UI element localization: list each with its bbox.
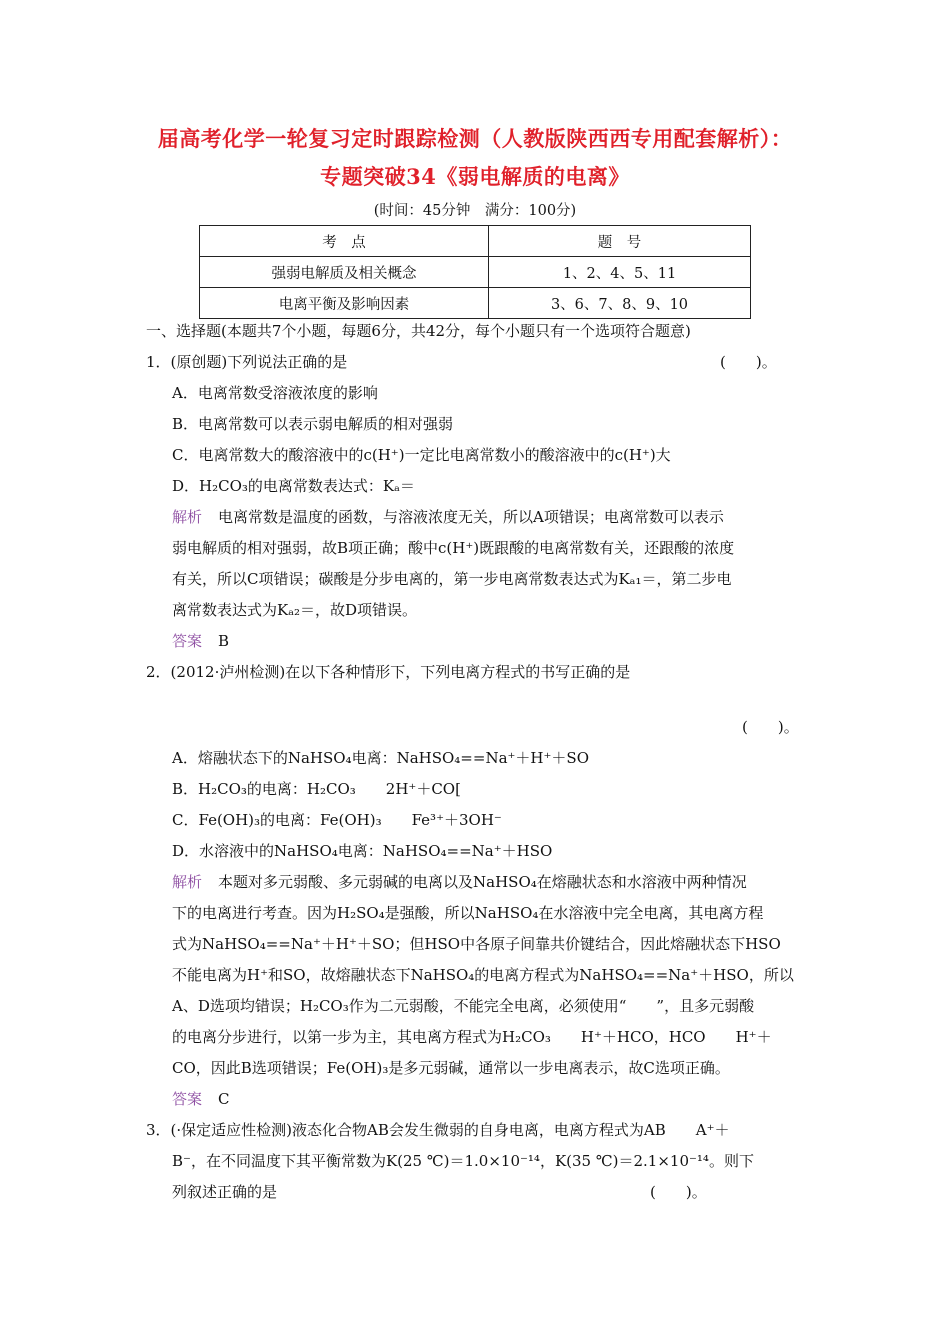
q1-analysis-line: 有关，所以C项错误；碳酸是分步电离的，第一步电离常数表达式为Kₐ₁＝，第二步电 <box>172 570 732 588</box>
q2-analysis-line: 式为NaHSO₄==Na⁺＋H⁺＋SO；但HSO中各原子间靠共价键结合，因此熔融状态下HSO <box>172 935 781 953</box>
table-row <box>200 288 751 319</box>
answer-label: 答案 <box>172 632 203 650</box>
table-cell: 1、2、4、5、11 <box>489 257 751 288</box>
q2-analysis-line: 的电离分步进行，以第一步为主，其电离方程式为H₂CO₃ H⁺＋HCO，HCO H⁺＋ <box>172 1028 772 1046</box>
table-header-cell: 考 点 <box>200 226 489 257</box>
q3-stem-line-3: 列叙述正确的是 <box>172 1183 278 1201</box>
title-line-2: 专题突破34《弱电解质的电离》 <box>320 164 630 189</box>
q2-option-d: D．水溶液中的NaHSO₄电离：NaHSO₄==Na⁺＋HSO <box>172 842 553 860</box>
q1-analysis-line: 离常数表达式为Kₐ₂＝，故D项错误。 <box>172 601 418 619</box>
q2-option-c: C．Fe(OH)₃的电离：Fe(OH)₃ Fe³⁺＋3OH⁻ <box>172 811 502 829</box>
table-cell: 强弱电解质及相关概念 <box>200 257 489 288</box>
section-heading: 一、选择题(本题共7个小题，每题6分，共42分，每个小题只有一个选项符合题意) <box>146 322 691 340</box>
table-row <box>200 257 751 288</box>
q2-stem: 2．(2012·泸州检测)在以下各种情形下，下列电离方程式的书写正确的是 <box>146 663 631 681</box>
analysis-label: 解析 <box>172 873 203 891</box>
q2-answer-bracket: ( )。 <box>742 718 799 736</box>
q2-analysis-line: 下的电离进行考查。因为H₂SO₄是强酸，所以NaHSO₄在水溶液中完全电离，其电离方程 <box>172 904 764 922</box>
table-cell: 3、6、7、8、9、10 <box>489 288 751 319</box>
time-score-info: (时间：45分钟 满分：100分) <box>373 203 577 219</box>
q2-option-a: A．熔融状态下的NaHSO₄电离：NaHSO₄==Na⁺＋H⁺＋SO <box>172 749 589 767</box>
q1-answer-bracket: ( )。 <box>720 353 777 371</box>
q2-analysis-line: A、D选项均错误；H₂CO₃作为二元弱酸，不能完全电离，必须使用“ ”，且多元弱酸 <box>172 997 755 1015</box>
q3-stem-line-2: B⁻，在不同温度下其平衡常数为K(25 ℃)＝1.0×10⁻¹⁴，K(35 ℃)＝2.1×10⁻¹⁴。则下 <box>172 1152 754 1170</box>
table-header-cell: 题 号 <box>489 226 751 257</box>
q2-answer-line <box>172 1089 230 1109</box>
q1-option-d: D．H₂CO₃的电离常数表达式：Kₐ＝ <box>172 477 415 495</box>
q1-answer-line <box>172 631 229 651</box>
q1-option-c: C．电离常数大的酸溶液中的c(H⁺)一定比电离常数小的酸溶液中的c(H⁺)大 <box>172 446 671 464</box>
analysis-text: 本题对多元弱酸、多元弱碱的电离以及NaHSO₄在熔融状态和水溶液中两种情况 <box>218 873 747 891</box>
title-line-1: 届高考化学一轮复习定时跟踪检测（人教版陕西西专用配套解析）： <box>157 126 793 151</box>
q2-analysis-line <box>172 872 747 892</box>
answer-value: C <box>218 1090 230 1108</box>
analysis-label: 解析 <box>172 508 203 526</box>
q1-option-b: B．电离常数可以表示弱电解质的相对强弱 <box>172 415 454 433</box>
q1-option-a: A．电离常数受溶液浓度的影响 <box>172 384 378 402</box>
q1-analysis-line <box>172 507 724 527</box>
analysis-text: 电离常数是温度的函数，与溶液浓度无关，所以A项错误；电离常数可以表示 <box>218 508 724 526</box>
q1-stem: 1．(原创题)下列说法正确的是 <box>146 353 348 371</box>
q2-analysis-line: 不能电离为H⁺和SO，故熔融状态下NaHSO₄的电离方程式为NaHSO₄==Na⁺＋HSO，所以 <box>172 966 794 984</box>
q1-analysis-line: 弱电解质的相对强弱，故B项正确；酸中c(H⁺)既跟酸的电离常数有关，还跟酸的浓度 <box>172 539 735 557</box>
q2-option-b: B．H₂CO₃的电离：H₂CO₃ 2H⁺＋CO[ <box>172 780 461 798</box>
table-cell: 电离平衡及影响因素 <box>200 288 489 319</box>
q3-answer-bracket: ( )。 <box>650 1183 707 1201</box>
q3-stem-line-1: 3．(·保定适应性检测)液态化合物AB会发生微弱的自身电离，电离方程式为AB A⁺＋ <box>146 1121 730 1139</box>
answer-label: 答案 <box>172 1090 203 1108</box>
answer-value: B <box>218 632 230 650</box>
table-header-row <box>200 226 751 257</box>
q2-analysis-line: CO，因此B选项错误；Fe(OH)₃是多元弱碱，通常以一步电离表示，故C选项正确。 <box>172 1059 730 1077</box>
topic-question-table <box>199 225 751 319</box>
